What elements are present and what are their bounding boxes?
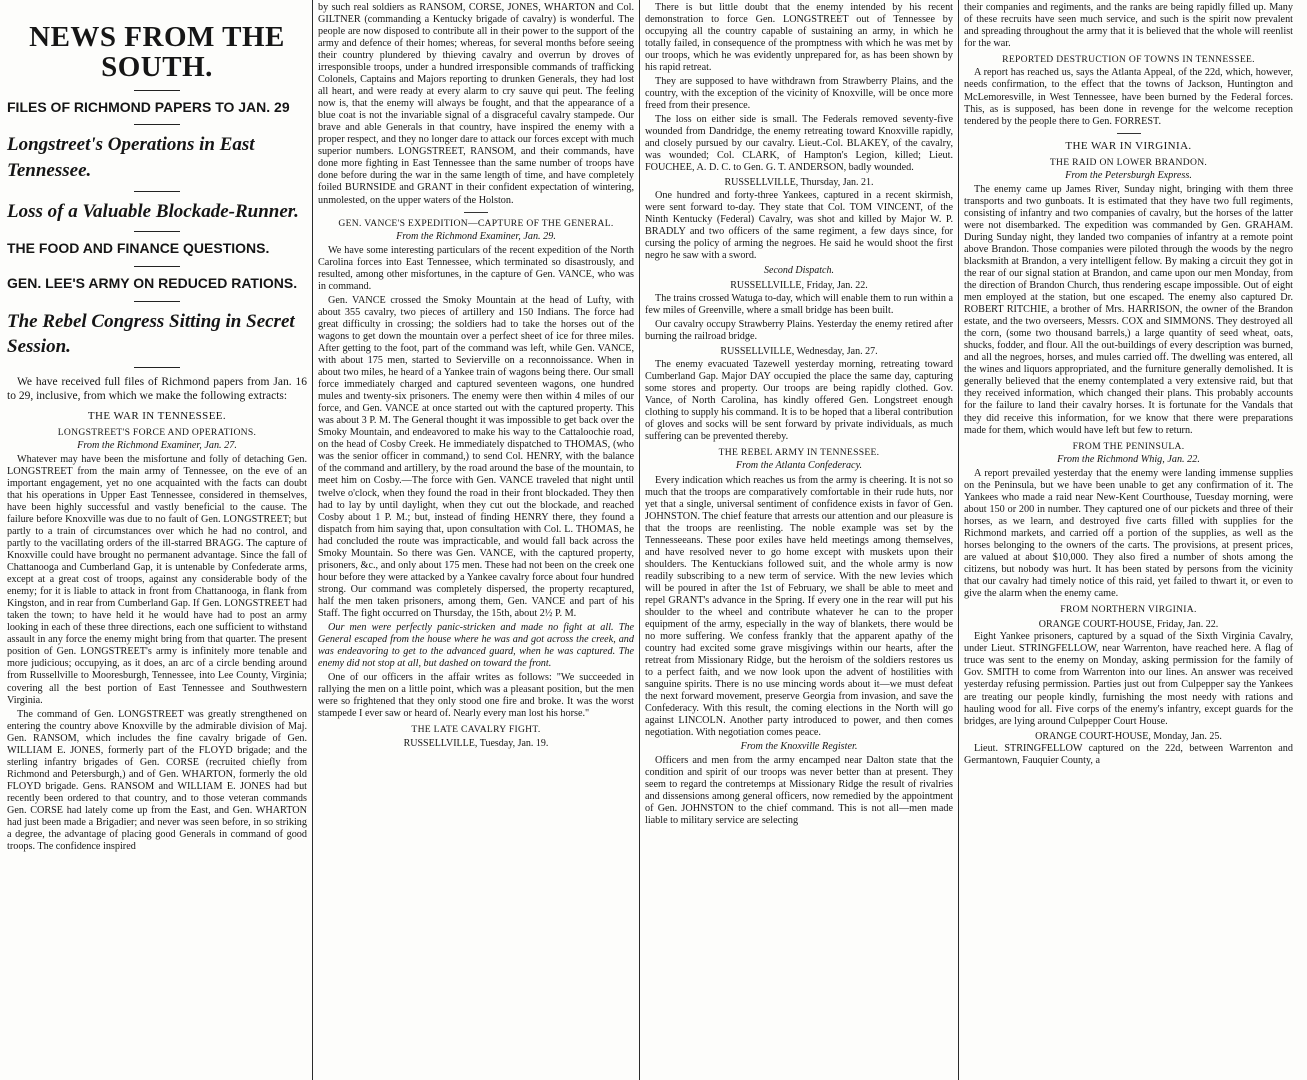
deck-rebel-congress: The Rebel Congress Sitting in Secret Session. bbox=[7, 310, 295, 358]
source-line: From the Richmond Examiner, Jan. 27. bbox=[77, 439, 237, 451]
source-line: From the Richmond Whig, Jan. 22. bbox=[1057, 453, 1200, 465]
dateline: RUSSELLVILLE, Tuesday, Jan. 19. bbox=[403, 738, 549, 750]
article-paragraph: We have some interesting particulars of the recent expedition of the North Carolina forces into East Tennessee, which terminated so disastrously, and resulted, among other misfortunes, in the capture of Gen. VANCE, who was in command. bbox=[318, 244, 634, 292]
source-line: From the Richmond Examiner, Jan. 29. bbox=[396, 230, 556, 242]
article-paragraph: Our cavalry occupy Strawberry Plains. Yesterday the enemy retired after burning the railroad bridge. bbox=[645, 319, 953, 343]
article-paragraph: A report has reached us, says the Atlanta Appeal, of the 22d, which, however, needs confirmation, to the effect that the towns of Jackson, Huntington and McLemoresville, in West Tennessee, have been burned by the Federal forces. This, as is supposed, has been done in revenge for the welcome reception tendered by the people there to Gen. FORREST. bbox=[964, 67, 1293, 127]
column-2 bbox=[313, 0, 639, 1080]
dateline: RUSSELLVILLE, Wednesday, Jan. 27. bbox=[720, 346, 878, 358]
article-paragraph: by such real soldiers as RANSOM, CORSE, JONES, WHARTON and Col. GILTNER (commanding a Kentucky brigade of cavalry) is wonderful. The people are now disposed to contribute all in their power to the support of the army and defence of their homes; whereas, for several months before seeing their country plundered by thieving cavalry and overrun by droves of irresponsible troops, under a hundred irresponsible commands of trafficking Colonels, Captains and Majors reporting to drunken Generals, they had lost all heart, and were ready at every alarm to cry sauve qui peut. The feeling now is, that the enemy will always be fought, and that the appearance of a blue coat is not the invariable signal of a disgraceful cavalry stampede. Our brave and able Generals in that country, have inspired the enemy with a proper respect, and they no longer dare to attack our forces except with much superior numbers. LONGSTREET, RANSOM, and their commands, have done more fighting in East Tennessee than the same number of troops have done before during the war in the same length of time, and have completely foiled BURNSIDE and GRANT in their confident expectation of wintering, unmolested, on the upper waters of the Holston. bbox=[318, 2, 634, 206]
article-paragraph: A report prevailed yesterday that the enemy were landing immense supplies on the Peninsula, but we have been unable to get any confirmation of it. The Yankees who made a raid near New-Kent Courthouse, Tuesday morning, were about 150 or 200 in number. They captured one of our pickets and three of their horses, as we learn, and destroyed five carts filled with supplies for the Richmond markets, and carried off a portion of the supplies, as well as the horses belonging to the owners of the carts. The provisions, at present prices, are valued at about $10,000. They also fired a number of shots among the citizens, but nobody was hurt. It has been stated by persons from the vicinity that our cavalry had timely notice of this raid, yet failed to thwart it, or even to give the alarm when the enemy came. bbox=[964, 467, 1293, 600]
article-divider bbox=[1117, 133, 1141, 134]
source-line: From the Atlanta Confederacy. bbox=[735, 460, 863, 472]
subhead-northern-virginia: FROM NORTHERN VIRGINIA. bbox=[1060, 604, 1197, 616]
article-paragraph: Eight Yankee prisoners, captured by a squad of the Sixth Virginia Cavalry, under Lieut. STRINGFELLOW, near Warrenton, have reached here. A flag of truce was sent to the enemy on Monday, asking permission for the family of Gov. SMITH to come from Warrenton into our lines. An answer was received yesterday refusing permission. Parties just out from Culpepper say the Yankees are treating our people kindly, furnishing the most needy with rations and hauling wood for all. Five corps of the enemy's infantry, except guards for the bridges, are lying around Culpepper Court House. bbox=[964, 631, 1293, 727]
intro-paragraph: We have received full files of Richmond papers from Jan. 16 to 29, inclusive, from which we make the following extracts: bbox=[7, 375, 307, 403]
headline-rule bbox=[134, 191, 180, 192]
article-paragraph: Our men were perfectly panic-stricken and made no fight at all. The General escaped from the house where he was and got across the creek, and was endeavoring to get to the advanced guard, when he was captured. The enemy did not stop at all, but dashed on toward the front. bbox=[318, 621, 634, 669]
subhead-cavalry-fight: THE LATE CAVALRY FIGHT. bbox=[411, 724, 541, 736]
article-paragraph: The trains crossed Watuga to-day, which will enable them to run within a few miles of Greenville, where a small bridge has been built. bbox=[645, 293, 953, 317]
dateline: RUSSELLVILLE, Thursday, Jan. 21. bbox=[724, 177, 874, 189]
main-headline: NEWS FROM THE SOUTH. bbox=[29, 21, 285, 84]
source-line: From the Petersburgh Express. bbox=[1065, 169, 1192, 181]
headline-rule bbox=[134, 124, 180, 125]
headline-rule bbox=[134, 231, 180, 232]
subhead-vance-expedition: GEN. VANCE'S EXPEDITION—CAPTURE OF THE GENERAL. bbox=[338, 217, 614, 229]
article-paragraph: The command of Gen. LONGSTREET was greatly strengthened on entering the country above Knoxville by the admirable division of Maj. Gen. RANSOM, which includes the fine cavalry brigade of Gen. WILLIAM E. JONES, formerly part of the FLOYD brigade; and the sterling infantry brigades of Gen. CORSE (recruited chiefly from Richmond and Petersburgh,) and of Gen. WHARTON, formerly the old FLOYD brigade. Gens. RANSOM and WILLIAM E. JONES had but recently been ordered to that country, and to those veteran commands Gen. CORSE had lately come up from the East, and Gen. WHARTON had just been made a Brigadier; and never was seen before, in so striking a degree, the advantage of placing good Generals in command of good troops. The confidence inspired bbox=[7, 708, 307, 852]
subhead-peninsula: FROM THE PENINSULA. bbox=[1072, 440, 1185, 452]
article-paragraph: The enemy came up James River, Sunday night, bringing with them three transports and two gunboats. It is estimated that they have two full regiments, consisting of infantry and two companies of cavalry, but the horses of the latter were not disembarked. The expedition was commanded by Gen. GRAHAM. During Sunday night, they landed two companies of infantry at a remote point above Brandon. Those companies were piloted through the woods by the negro blacksmith at Brandon, a very intelligent fellow. By making a circuit they got in the rear of our signal station at Brandon, and came upon our men Monday, from the direction of Brandon Church, thus rendering escape impossible. Out of eight men employed at the station, but one escaped. The enemy also captured Dr. ROBERT RITCHIE, a brother of Mrs. HARRISON, the owner of the Brandon estate, and the two overseers, Messrs. COX and SIMMONS. They destroyed all the corn, (some two thousand barrels,) a large quantity of seed wheat, oats, shucks, fodder, and flour. All the out-buildings of every description was burned, and all the negroes, horses, and mules carried off. The dwelling was entered, all the wines and liquors appropriated, and the furniture generally demolished. It is generally believed that the enemy contemplated a very extensive raid, but that they received information, which changed their plans. This probably accounts for the failure to land their cavalry horses. It is fortunate for the Vandals that they did receive this information, for we know that there were preparations made for them, which would have left but few to return. bbox=[964, 183, 1293, 436]
column-4 bbox=[959, 0, 1298, 1080]
headline-rule bbox=[134, 367, 180, 368]
dateline: RUSSELLVILLE, Friday, Jan. 22. bbox=[730, 280, 868, 292]
article-paragraph: There is but little doubt that the enemy intended by his recent demonstration to force Gen. LONGSTREET out of Tennessee by occupying all the country capable of sustaining an army, in which he totally failed, in consequence of the promptness with which he was met by our troops, which he was evidently unprepared for, as has been shown by his rapid retreat. bbox=[645, 2, 953, 74]
deck-richmond-files: FILES OF RICHMOND PAPERS TO JAN. 29 bbox=[7, 98, 290, 115]
headline-rule bbox=[134, 90, 180, 91]
article-paragraph: their companies and regiments, and the ranks are being rapidly filled up. Many of these recruits have seen much service, and such is the spirit now prevalent and spreading throughout the army that it is believed that the whole will reenlist for the war. bbox=[964, 2, 1293, 50]
article-paragraph: The enemy evacuated Tazewell yesterday morning, retreating toward Cumberland Gap. Major DAY occupied the place the same day, capturing some stores and property. Our troops are being rapidly clothed. Gov. Vance, of North Carolina, has kindly offered Gen. Longstreet enough clothing to supply his command. It is to be hoped that a liberal contribution of gloves and socks will be sent forward by private individuals, as much suffering can be prevented thereby. bbox=[645, 358, 953, 443]
subhead-towns-destroyed: REPORTED DESTRUCTION OF TOWNS IN TENNESSEE. bbox=[1002, 54, 1255, 66]
dispatch-label: Second Dispatch. bbox=[764, 265, 834, 277]
article-paragraph: One of our officers in the affair writes as follows: "We succeeded in rallying the men on a little point, which was a pleasant position, but the men were so frightened that they only stood one fire and broke. It was the worst stampede I ever saw or heard of. Nearly every man lost his horse." bbox=[318, 671, 634, 720]
subhead-rebel-army: THE REBEL ARMY IN TENNESSEE. bbox=[718, 447, 880, 459]
dateline: ORANGE COURT-HOUSE, Friday, Jan. 22. bbox=[1038, 618, 1219, 630]
section-war-tennessee: THE WAR IN TENNESSEE. bbox=[87, 409, 227, 422]
article-paragraph: Every indication which reaches us from the army is cheering. It is not so much that the troops are comparatively comfortable in their rude huts, nor yet that a single, universal sentiment of confidence exists in favor of Gen. JOHNSTON. The chief feature that arrests our attention and our pleasure is that the troops are reenlisting. The noble example was set by the Tennesseeans. These poor exiles have held meetings among themselves, and have resolved never to go home except with muskets upon their shoulders. The Kentuckians followed suit, and the whole army is now readily subscribing to a new term of service. With the new levies which will be poured in after the 1st of February, we shall be able to meet and repel GRANT's advance in the Spring. If every one in the rear will put his shoulder to the wheel and contribute whatever he can to the proper equipment of the army, especially in the way of blankets, there would be no more suffering. We confess frankly that the apparent apathy of the country had excited some grave misgivings within our hearts, after the retreat from Missionary Ridge, but the heroism of the soldiers restores us to a perfect faith, and we now look upon the advent of hostilities with sanguine spirits. There is no use mincing words about it—we must defeat the next forward movement, preserve Georgia from invasion, and save the Confederacy. With this result, the coming elections in the North will go against LINCOLN. Another party introduced to power, and then comes negotiation. With negotiation comes peace. bbox=[645, 474, 953, 739]
subhead-lower-brandon: THE RAID ON LOWER BRANDON. bbox=[1049, 156, 1208, 168]
source-line: From the Knoxville Register. bbox=[740, 741, 858, 753]
deck-longstreet: Longstreet's Operations in East Tennessee. bbox=[7, 134, 255, 182]
subhead-longstreet-force: LONGSTREET'S FORCE AND OPERATIONS. bbox=[57, 426, 257, 438]
section-war-virginia: THE WAR IN VIRGINIA. bbox=[1065, 139, 1192, 152]
article-paragraph: Lieut. STRINGFELLOW captured on the 22d, between Warrenton and Germantown, Fauquier County, a bbox=[964, 743, 1293, 767]
deck-blockade-runner: Loss of a Valuable Blockade-Runner. bbox=[7, 200, 299, 222]
article-paragraph: Whatever may have been the misfortune and folly of detaching Gen. LONGSTREET from the main army of Tennessee, on the eve of an important engagement, yet no one acquainted with the facts can doubt that his operations in Upper East Tennessee, considered in themselves, have been highly successful and vastly beneficial to the cause. The failure before Knoxville was due to no fault of Gen. LONGSTREET; but partly to a train of circumstances over which he had no control, and partly to the vacillating orders of the ill-starred BRAGG. The capture of Knoxville could have brought no permanent advantage. Since the fall of Chattanooga and Cumberland Gap, it is untenable by Confederate arms, except at a great cost of troops, against any considerable body of the enemy; for it is liable to attack in front from Chattanooga, in flank from Kingston, and in rear from Cumberland Gap. If Gen. LONGSTREET had taken the town; to have held it he would have had to post an army looking in each of these three directions, each one sufficient to withstand assault in any force the enemy might bring from that quarter. The present position of Gen. LONGSTREET's army is infinitely more tenable and more judicious; occupying, as it does, an arc of a circle bending around from Russellville to Mooresburgh, Tennessee, into Lee County, Virginia; covering all the best portion of East Tennessee and Southwestern Virginia. bbox=[7, 453, 307, 706]
article-paragraph: The loss on either side is small. The Federals removed seventy-five wounded from Dandridge, the enemy retreating toward Knoxville rapidly, and closely pursued by our cavalry. Lieut.-Col. BLAKEY, of the cavalry, was wounded; Col. CLARK, of Hampton's Legion, killed; Lieut. FOUCHEE, A. D. C. to Gen. G. T. ANDERSON, badly wounded. bbox=[645, 114, 953, 174]
article-paragraph: Officers and men from the army encamped near Dalton state that the condition and spirit of our troops was never better than at present. They seem to regard the contretemps at Missionary Ridge the result of rivalries and dissensions among general officers, now remedied by the appointment of Gen. JOHNSTON to the chief command. This is not all—men made liable to military service are selecting bbox=[645, 755, 953, 827]
deck-lee-rations: GEN. LEE'S ARMY ON REDUCED RATIONS. bbox=[7, 274, 298, 291]
article-paragraph: Gen. VANCE crossed the Smoky Mountain at the head of Lufty, with about 355 cavalry, two pieces of artillery and 150 Indians. The force had great difficulty in crossing; the soldiers had to take the horses out of the wagons to get down the mountain over a perfect sheet of ice for three miles. After getting to the foot, part of the command was left, while Gen. VANCE, with about 175 men, started to Sevierville on a reconnoissance. When in about two miles, he heard of a Yankee train of wagons being there. Our small force immediately charged and captured seventeen wagons, one hundred mules and twenty-six prisoners. The enemy were then within 4 miles of our force, and Gen. VANCE at once started out with the captured property. This was about 3 P. M. The General thought it was impossible to get back over the Smoky Mountain, and endeavored to make his way to the Cattaloochie road, on the head of Cosby Creek. He immediately dispatched to THOMAS, (who was the senior officer in command,) to send Col. HENRY, with the balance of the command and artillery, by the road around the base of the mountain, to meet him on Cosby.—The force with Gen. VANCE traveled that night until twelve o'clock, when they found the road in their front blockaded. They then had to lay by until daylight, when they cut out the blockade, and reached Cosby about 1 P. M.; but, instead of finding HENRY there, they found a dispatch from him saying that, upon consultation with Col. L. THOMAS, he had concluded the route was impracticable, and would fall back across the Smoky Mountain. So there was Gen. VANCE, with the captured property, prisoners, &c., and only about 175 men. These had not been on the creek one hour before they were attacked by a Yankee cavalry force about four hundred strong. Our command was completely dispersed, the property recaptured, half the men taken prisoners, among them, Gen. VANCE and part of his Staff. The fight occurred on Thursday, the 15th, about 2½ P. M. bbox=[318, 295, 634, 619]
article-divider bbox=[464, 212, 488, 213]
column-3 bbox=[640, 0, 958, 1080]
article-paragraph: They are supposed to have withdrawn from Strawberry Plains, and the country, with the exception of the vicinity of Knoxville, will be once more freed from their presence. bbox=[645, 76, 953, 112]
article-paragraph: One hundred and forty-three Yankees, captured in a recent skirmish, were sent forward to-day. They state that Col. TOM VINCENT, of the Ninth Kentucky (Federal) Cavalry, was shot and killed by Major W. P. BRADLY and two officers of the same regiment, a few days since, for cursing the policy of arming the negroes. He said he would shoot the first negro he saw with a sword. bbox=[645, 190, 953, 262]
headline-rule bbox=[134, 266, 180, 267]
column-1 bbox=[2, 0, 312, 1080]
dateline: ORANGE COURT-HOUSE, Monday, Jan. 25. bbox=[1035, 730, 1222, 742]
headline-rule bbox=[134, 301, 180, 302]
deck-food-finance: THE FOOD AND FINANCE QUESTIONS. bbox=[7, 240, 270, 257]
